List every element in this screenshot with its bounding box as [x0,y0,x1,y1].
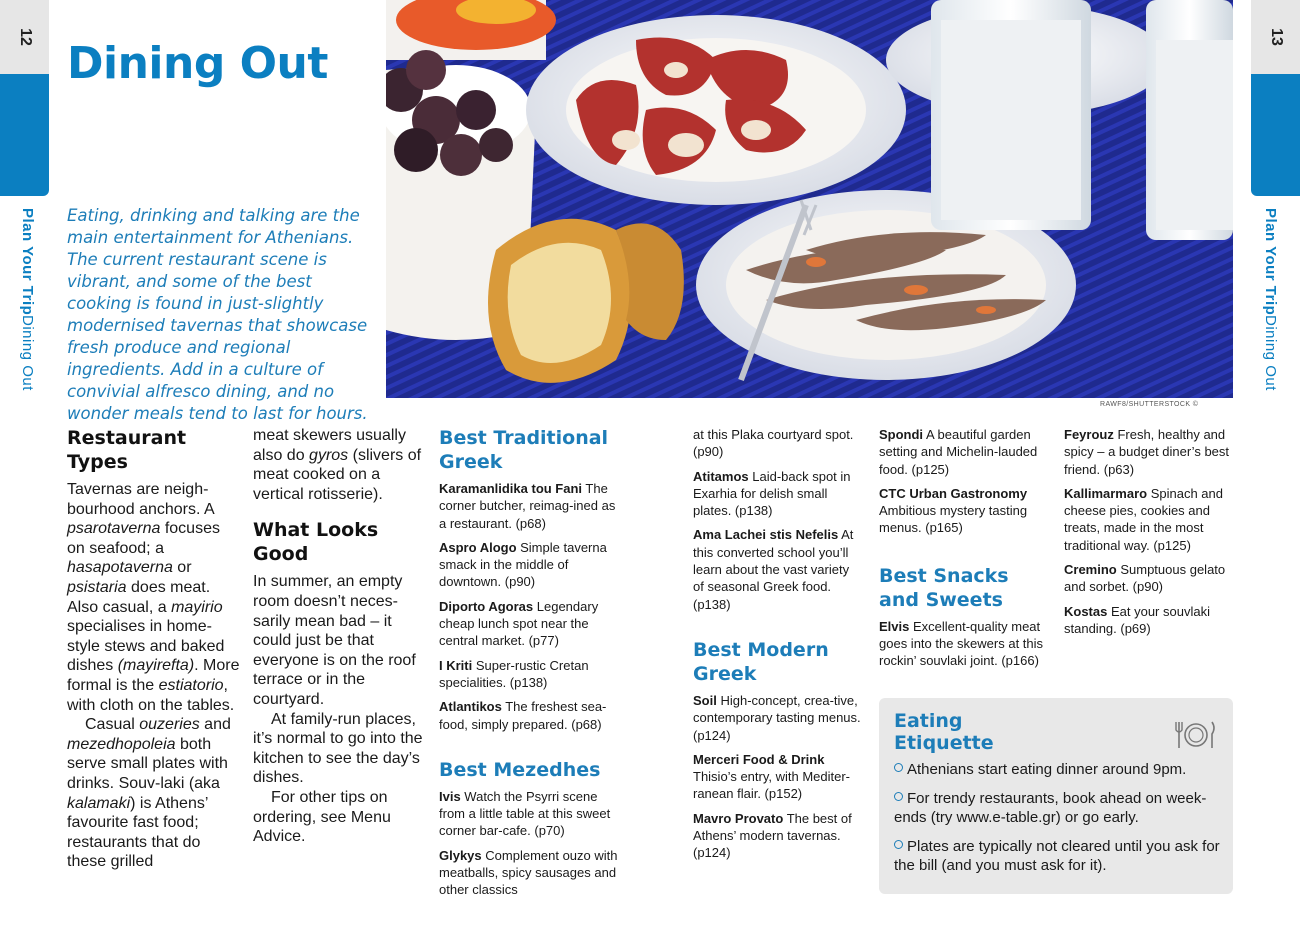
list-item: Spondi A beautiful garden setting and Michelin-lauded food. (p125) [879,427,1038,477]
list-item: Merceri Food & Drink Thisio’s entry, with Mediter-ranean flair. (p152) [693,751,851,802]
list-item: Mavro Provato The best of Athens’ modern tavernas. (p124) [693,810,852,861]
list-item: Atitamos Laid-back spot in Exarhia for delish small plates. (p138) [693,468,851,519]
left-page-number-box [0,0,49,74]
right-page-number: 13 [1267,28,1285,46]
left-tab-accent [0,74,49,196]
list-item: Kallimarmaro Spinach and cheese pies, cookies and treats, made in the most traditional way. (p125) [1064,485,1223,553]
column-5 [879,426,1054,677]
list-item-continued: at this Plaka courtyard spot. (p90) [693,427,854,460]
plate-cutlery-icon [1175,720,1217,755]
best-snacks-heading: Best Snacks and Sweets [879,564,1009,611]
eating-etiquette-box [879,698,1233,894]
left-page-tab [0,0,49,196]
list-item: CTC Urban Gastronomy Ambitious mystery tasting menus. (p165) [879,485,1028,536]
section-label-light: Dining Out [19,315,36,392]
intro-paragraph: Eating, drinking and talking are the main entertainment for Athenians. The current restaurant scene is vibrant, and some of the best cooking is found in just-slightly modernised tavernas that showcase fresh produce and regional ingredients. Add in a culture of convivial alfresco dining, and no wonder meals tend to last for hours. [67,206,368,423]
list-item: Aspro Alogo Simple taverna smack in the middle of downtown. (p90) [439,539,607,590]
bullet-icon [894,840,903,849]
section-label-bold: Plan Your Trip [1262,208,1279,316]
photo-credit: RAWF8/SHUTTERSTOCK © [1100,401,1199,408]
right-page-tab [1251,0,1300,196]
list-item: Athenians start eating dinner around 9pm. [894,760,1224,779]
column-2 [253,426,428,847]
best-traditional-heading: Best Traditional Greek [439,427,609,473]
section-label-light: Dining Out [1262,315,1279,392]
list-item: Diporto Agoras Legendary cheap lunch spot near the central market. (p77) [439,598,599,649]
restaurant-types-paragraph-2: Casual ouzeries and mezedhopoleia both serve small plates with drinks. Souv-laki (aka kalamaki) is Athens’ favourite fast food; restaurants that do these grilled [67,716,231,871]
list-item: Plates are typically not cleared until you ask for the bill (and you must ask for it). [894,838,1220,874]
right-tab-accent [1251,74,1300,196]
list-item: Cremino Sumptuous gelato and sorbet. (p90) [1064,562,1226,595]
column-1 [67,426,242,872]
food-photo [386,0,1233,398]
column-3 [439,426,619,906]
restaurant-types-paragraph-1: Tavernas are neigh-bourhood anchors. A psarotaverna focuses on seafood; a hasapotaverna or psistaria does meat. Also casual, a mayirio specialises in home-style stews and baked dishes (mayirefta). More formal is the estiatorio, with cloth on the tables. [67,481,240,714]
list-item: Ama Lachei stis Nefelis At this converted school you’ll learn about the vast variety of seasonal Greek food. (p138) [693,527,854,612]
best-mezedhes-heading: Best Mezedhes [439,758,601,781]
etiquette-list [894,760,1224,885]
list-item: Atlantikos The freshest sea-food, simply prepared. (p68) [439,699,607,732]
list-item: Feyrouz Fresh, healthy and spicy – a budget diner’s best friend. (p63) [1064,427,1230,477]
list-item: Glykys Complement ouzo with meatballs, spicy sausages and other classics [439,847,618,898]
list-item: I Kriti Super-rustic Cretan specialities. (p138) [439,657,589,690]
list-item: Ivis Watch the Psyrri scene from a little table at this sweet corner bar-cafe. (p70) [439,788,611,839]
list-item: Elvis Excellent-quality meat goes into the skewers at this rockin’ souvlaki joint. (p166) [879,618,1044,669]
column-4 [693,426,863,869]
page-title: Dining Out [67,38,328,89]
right-page-number-box [1251,0,1300,74]
restaurant-types-paragraph-2-continued: meat skewers usually also do gyros (slivers of meat cooked on a vertical rotisserie). [253,427,422,503]
what-looks-good-paragraph-3: For other tips on ordering, see Menu Advice. [253,788,391,846]
list-item: Karamanlidika tou Fani The corner butcher, reimag-ined as a restaurant. (p68) [439,481,616,531]
left-section-label [19,208,36,391]
left-page-number: 12 [16,28,34,46]
what-looks-good-paragraph-2: At family-run places, it’s normal to go into the kitchen to see the day’s dishes. [253,710,423,787]
list-item: Kostas Eat your souvlaki standing. (p69) [1064,603,1210,636]
bullet-icon [894,792,903,801]
eating-etiquette-heading: Eating Etiquette [894,710,994,754]
best-modern-heading: Best Modern Greek [693,638,829,685]
column-6 [1064,426,1234,644]
list-item: For trendy restaurants, book ahead on week-ends (try www.e-table.gr) or go early. [894,790,1207,826]
restaurant-types-heading: Restaurant Types [67,427,187,473]
bullet-icon [894,763,903,772]
best-traditional-list [439,480,619,733]
list-item: Soil High-concept, crea-tive, contemporary tasting menus. (p124) [693,692,861,743]
what-looks-good-heading: What Looks Good [253,519,379,566]
right-section-label [1262,208,1279,391]
what-looks-good-paragraph-1: In summer, an empty room doesn’t neces-sarily mean bad – it could just be that everyone is on the roof terrace or in the courtyard. [253,573,416,708]
section-label-bold: Plan Your Trip [19,208,36,316]
